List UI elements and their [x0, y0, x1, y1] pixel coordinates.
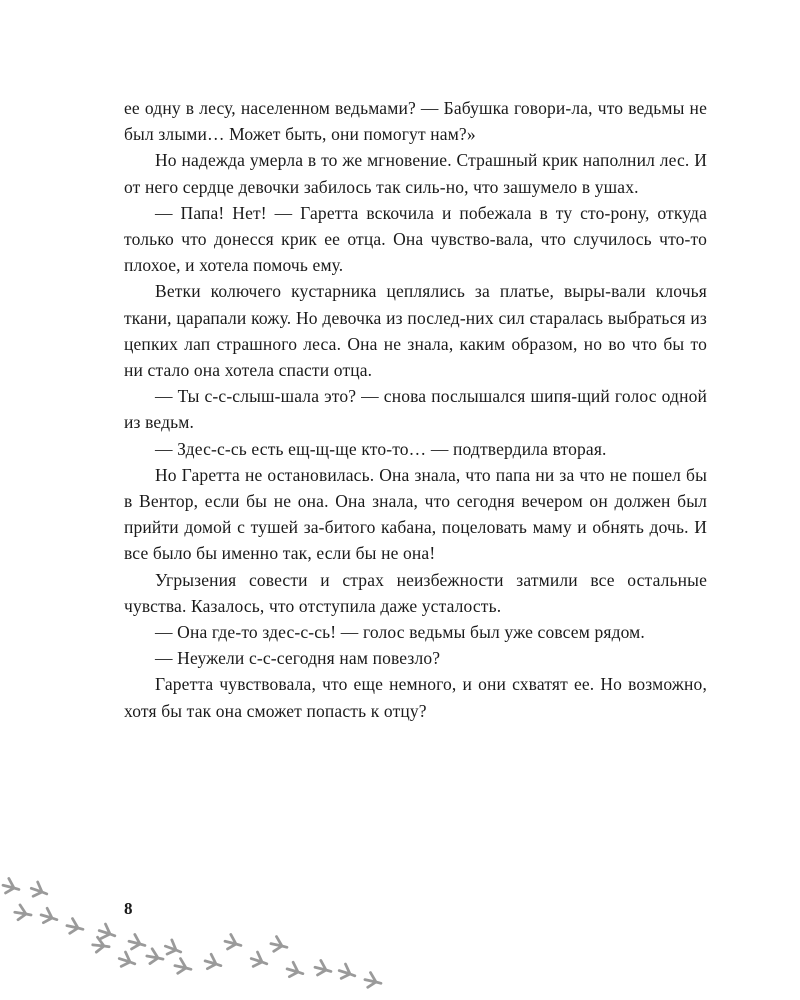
footprint-mark	[119, 951, 135, 966]
paragraph: ее одну в лесу, населенном ведьмами? — Бабушка говори-ла, что ведьмы не был злыми… Может быть, они помогут нам?»	[124, 98, 707, 145]
footprint-mark	[165, 939, 181, 954]
paragraph: Но Гаретта не остановилась. Она знала, что папа ни за что не пошел бы в Вентор, если бы не она. Она знала, что сегодня вечером он должен был прийти домой с тушей за-битого кабана, поцеловать маму и обнять дочь. И все было бы именно так, если бы не она!	[124, 464, 707, 564]
footprint-mark	[66, 917, 83, 934]
page-number: 8	[124, 899, 133, 918]
paragraph: Ветки колючего кустарника цеплялись за платье, выры-вали клочья ткани, царапали кожу. Но девочка из послед-них сил старалась выбраться из цепких лап страшного леса. Она не знала, каким образом, но во что бы то ни стало она хотела спасти отца.	[124, 281, 707, 381]
footprint-mark	[270, 935, 287, 952]
paragraph: Гаретта чувствовала, что еще немного, и они схватят ее. Но возможно, хотя бы так она сможет попасть к отцу?	[124, 674, 707, 721]
footprints-group	[2, 877, 381, 988]
footprint-mark	[224, 933, 241, 949]
bird-footprints-icon	[0, 870, 400, 1000]
paragraph: — Ты с-с-слыш-шала это? — снова послышался шипя-щий голос одной из ведьм.	[124, 386, 707, 433]
paragraph: — Здес-с-сь есть ещ-щ-ще кто-то… — подтвердила вторая.	[155, 438, 607, 459]
footprint-mark	[174, 957, 191, 974]
paragraph: Но надежда умерла в то же мгновение. Страшный крик наполнил лес. И от него сердце девочки забилось так силь-но, что зашумело в ушах.	[124, 150, 707, 197]
footprint-mark	[364, 971, 381, 988]
paragraph: — Папа! Нет! — Гаретта вскочила и побежала в ту сто-рону, откуда только что донесся крик ее отца. Она чувство-вала, что случилось что-то плохое, и хотела помочь ему.	[124, 202, 707, 276]
footprint-mark	[145, 947, 163, 964]
footprint-mark	[128, 933, 145, 949]
footprint-mark	[204, 953, 221, 969]
footprint-mark	[13, 903, 31, 920]
footprint-mark	[40, 907, 57, 923]
footprint-mark	[286, 961, 303, 977]
paragraph: Угрызения совести и страх неизбежности затмили все остальные чувства. Казалось, что отступила даже усталость.	[124, 569, 707, 616]
paragraph: — Неужели с-с-сегодня нам повезло?	[155, 648, 441, 669]
footprint-mark	[31, 881, 47, 896]
body-text	[124, 95, 707, 724]
footprint-mark	[339, 963, 355, 978]
footprint-mark	[251, 951, 267, 966]
footprint-mark	[91, 935, 109, 953]
footprint-mark	[99, 923, 115, 938]
footprint-mark	[2, 877, 19, 893]
footprint-mark	[314, 959, 331, 975]
paragraph: — Она где-то здес-с-сь! — голос ведьмы был уже совсем рядом.	[155, 622, 645, 643]
